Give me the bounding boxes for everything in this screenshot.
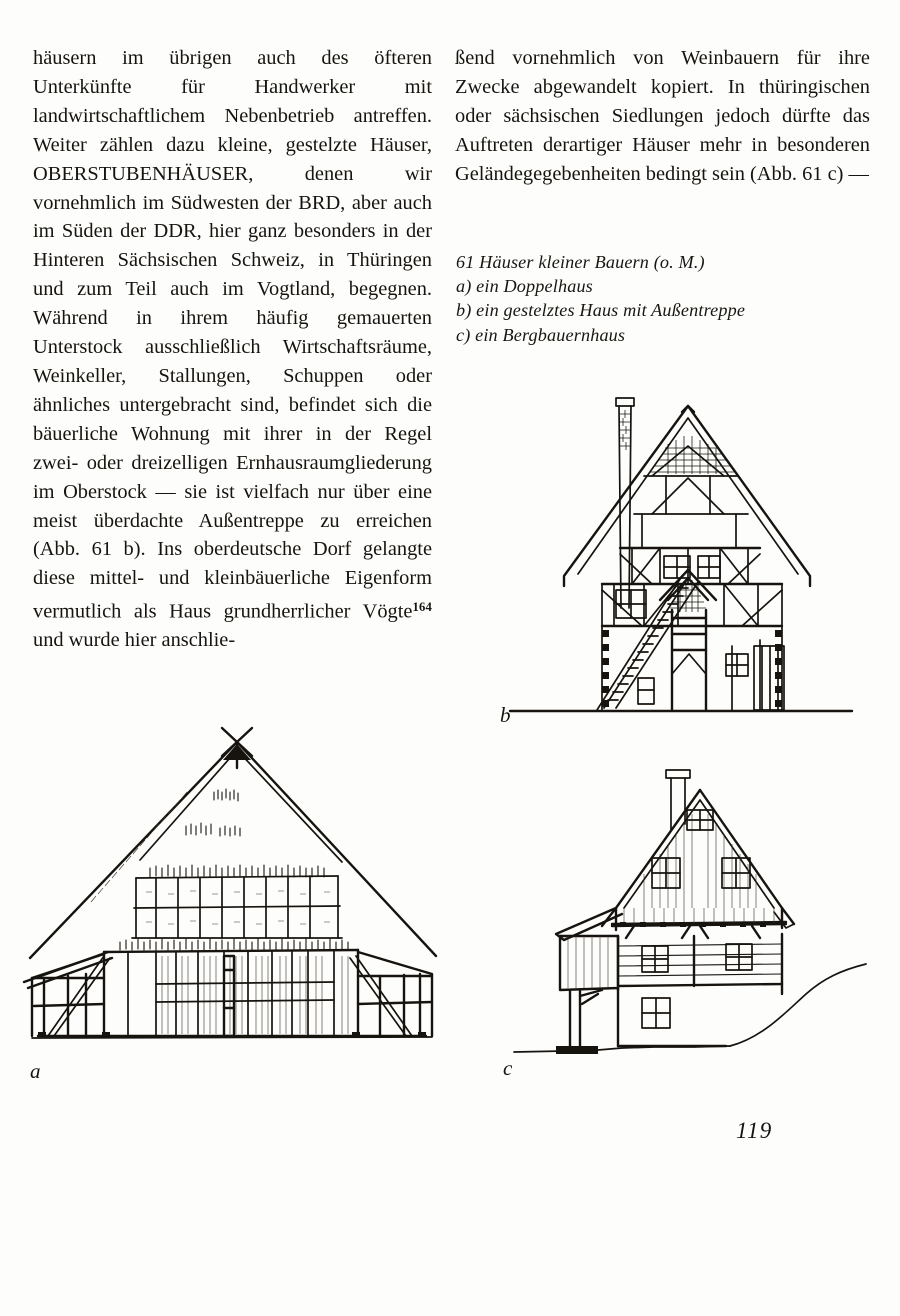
- figure-caption-block: [456, 250, 856, 347]
- roof-inner-c: [624, 800, 774, 908]
- window-ground-right-c: [726, 944, 752, 970]
- left-column-paragraph: [33, 44, 432, 655]
- gallery-planks-c: [568, 936, 608, 988]
- ground-line-a: [32, 1037, 432, 1038]
- caption-title: 61 Häuser kleiner Bauern (o. M.): [456, 252, 705, 272]
- body-text-right-column: [455, 44, 870, 189]
- chimney-brick-hatching: [620, 410, 631, 450]
- hillside-ground-line-c: [514, 964, 866, 1052]
- window-upper-right-c: [722, 858, 750, 888]
- main-eave-beam-a: [104, 950, 358, 952]
- thatched-roof-a: [30, 742, 436, 958]
- left-column-text: häusern im übrigen auch des öfteren Unterkünfte für Handwerker mit landwirtschaftlichem Nebenbetrieb antreffen. Weiter zählen dazu kleine, gestelzte Häuser, OBERSTUBENHÄUSER, denen wir vornehmlich im Südwesten der BRD, aber auch im Süden der DDR, hier ganz besonders in der Hinteren Sächsischen Schweiz, in Thüringen und zum Teil auch im Vogtland, begegnen. Während in ihrem häufig gemauerten Unterstock ausschließlich Wirtschaftsräume, Weinkeller, Stallungen, Schuppen oder ähnliches untergebracht sind, befindet sich die bäuerliche Wohnung mit ihrer in der Regel zwei- oder dreizelligen Ernhausraumgliederung im Oberstock — sie ist vielfach nur über eine meist überdachte Außentreppe zu erreichen (Abb. 61 b). Ins oberdeutsche Dorf gelangte diese mittel- und kleinbäuerliche Eigenform vermutlich als Haus grundherrlicher Vögte: [33, 47, 432, 623]
- gable-roof-outline-b: [564, 406, 810, 586]
- window-cellar-c: [642, 998, 670, 1028]
- ground-storey-posts-a: [128, 950, 334, 1036]
- gable-framing-upper-a: [132, 876, 342, 938]
- left-gallery-c: [560, 936, 618, 990]
- figure-label-a: a: [30, 1059, 41, 1083]
- thatch-eave-fringe-lower: [120, 939, 348, 950]
- caption-item-c: c) ein Bergbauernhaus: [456, 324, 626, 345]
- porch-lower-canopy: [672, 654, 706, 674]
- thatch-tufts: [186, 789, 240, 836]
- figure-a-illustration: [8, 716, 450, 1061]
- window-upper-right-b: [698, 556, 720, 578]
- right-wing-a: [358, 952, 432, 1036]
- footnote-marker: 164: [412, 600, 432, 615]
- gable-truss-upper: [634, 446, 748, 548]
- caption-item-b: b) ein gestelztes Haus mit Außentreppe: [456, 300, 746, 321]
- figure-label-c: c: [503, 1056, 513, 1080]
- body-text-left-column: [33, 44, 432, 655]
- gallery-post-c: [570, 990, 602, 1046]
- window-ground-left-c: [642, 946, 668, 972]
- page-number: 119: [736, 1118, 773, 1143]
- window-cellar-b: [638, 678, 654, 704]
- left-wing-brace: [48, 956, 110, 1036]
- thatch-roof-inner-a: [140, 750, 342, 862]
- gable-eave-beam-upper: [136, 876, 338, 878]
- thatch-eave-fringe: [150, 865, 324, 877]
- figure-c-illustration: [494, 758, 878, 1076]
- bracket-row-c: [612, 924, 786, 938]
- window-upper-left-b: [664, 556, 690, 578]
- central-door-post: [224, 956, 234, 1036]
- figure-b-illustration: [492, 378, 872, 718]
- thatch-texture-left: [91, 792, 187, 902]
- barn-door-planks: [162, 956, 348, 1034]
- figure-label-b: b: [500, 703, 511, 727]
- window-ground-b: [726, 654, 748, 676]
- right-column-paragraph: ßend vornehmlich von Weinbauern für ihre Zwecke abgewandelt kopiert. In thüringischen oder sächsischen Siedlungen jedoch dürfte das Auftreten derartiger Häuser mehr in besonderen Geländegegebenheiten bedingt sein (Abb. 61 c) —: [455, 47, 870, 185]
- left-column-tail: und wurde hier anschlie-: [33, 629, 236, 652]
- caption-item-a: a) ein Doppelhaus: [456, 276, 593, 297]
